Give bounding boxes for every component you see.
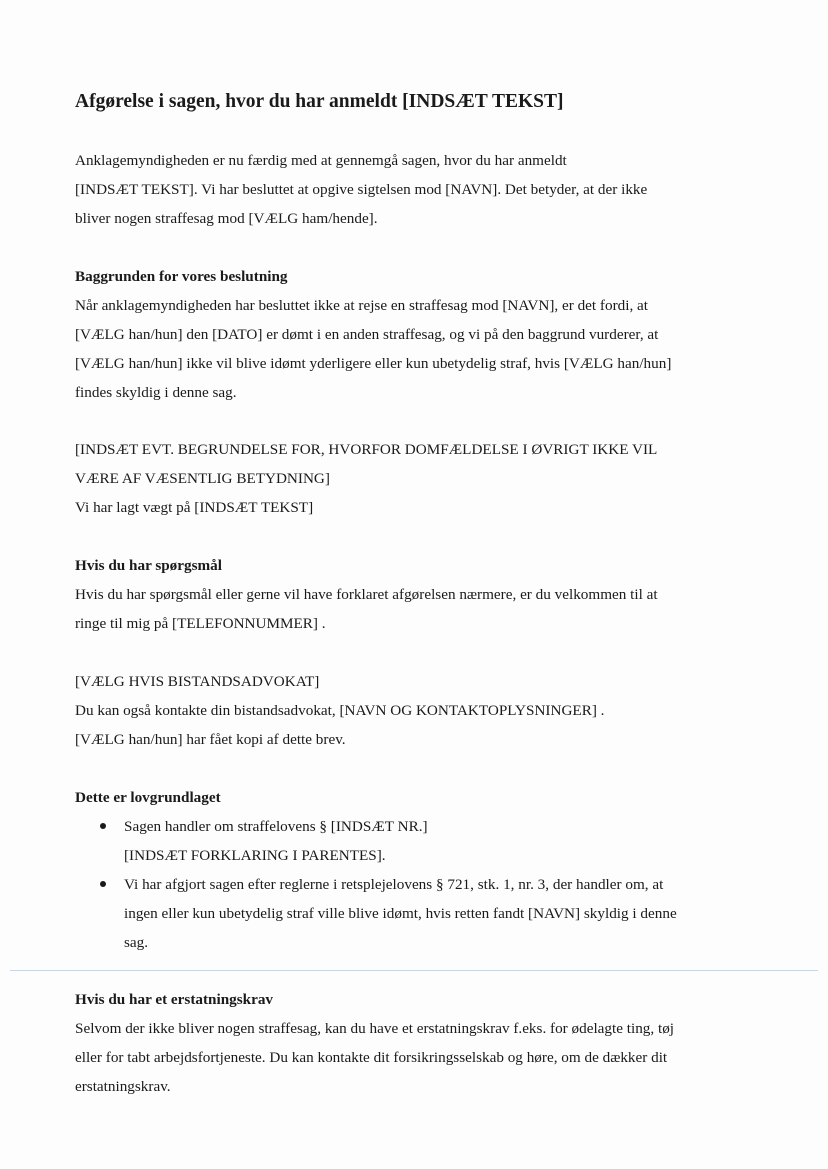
bullet-line: [INDSÆT FORKLARING I PARENTES]. xyxy=(124,847,386,864)
bullet-line: sag. xyxy=(124,934,149,951)
background-section xyxy=(75,262,755,407)
page-fold-divider xyxy=(10,970,818,971)
optional-line: VÆRE AF VÆSENTLIG BETYDNING] xyxy=(75,470,330,487)
intro-line: [INDSÆT TEKST]. Vi har besluttet at opgive sigtelsen mod [NAVN]. Det betyder, at der ikke xyxy=(75,181,648,198)
bullet-icon xyxy=(100,881,106,887)
advocate-line: [VÆLG HVIS BISTANDSADVOKAT] xyxy=(75,673,320,690)
legal-bullet-list xyxy=(75,812,755,957)
questions-section xyxy=(75,551,755,638)
compensation-line: Selvom der ikke bliver nogen straffesag, kan du have et erstatningskrav f.eks. for ødelagte ting, tøj xyxy=(75,1020,675,1037)
list-item xyxy=(75,812,755,870)
questions-heading: Hvis du har spørgsmål xyxy=(75,557,222,574)
compensation-section xyxy=(75,985,755,1101)
background-line: Når anklagemyndigheden har besluttet ikke at rejse en straffesag mod [NAVN], er det fordi, at xyxy=(75,297,648,314)
bullet-icon xyxy=(100,823,106,829)
intro-paragraph xyxy=(75,146,755,233)
compensation-line: eller for tabt arbejdsfortjeneste. Du kan kontakte dit forsikringsselskab og høre, om de dækker dit xyxy=(75,1049,668,1066)
intro-line: bliver nogen straffesag mod [VÆLG ham/hende]. xyxy=(75,210,378,227)
bullet-line: Sagen handler om straffelovens § [INDSÆT NR.] xyxy=(124,818,428,835)
bullet-line: Vi har afgjort sagen efter reglerne i retsplejelovens § 721, stk. 1, nr. 3, der handler om, at xyxy=(124,876,664,893)
list-item xyxy=(75,870,755,957)
intro-line: Anklagemyndigheden er nu færdig med at gennemgå sagen, hvor du har anmeldt xyxy=(75,152,567,169)
advocate-section xyxy=(75,667,755,754)
advocate-line: Du kan også kontakte din bistandsadvokat, [NAVN OG KONTAKTOPLYSNINGER] . xyxy=(75,702,605,719)
document-title: Afgørelse i sagen, hvor du har anmeldt [INDSÆT TEKST] xyxy=(75,91,564,112)
background-line: [VÆLG han/hun] den [DATO] er dømt i en anden straffesag, og vi på den baggrund vurderer, at xyxy=(75,326,659,343)
background-line: [VÆLG han/hun] ikke vil blive idømt yderligere eller kun ubetydelig straf, hvis [VÆLG han/hun] xyxy=(75,355,672,372)
optional-line: [INDSÆT EVT. BEGRUNDELSE FOR, HVORFOR DOMFÆLDELSE I ØVRIGT IKKE VIL xyxy=(75,441,658,458)
compensation-heading: Hvis du har et erstatningskrav xyxy=(75,991,274,1008)
questions-line: Hvis du har spørgsmål eller gerne vil have forklaret afgørelsen nærmere, er du velkommen til at xyxy=(75,586,658,603)
optional-line: Vi har lagt vægt på [INDSÆT TEKST] xyxy=(75,499,314,516)
bullet-line: ingen eller kun ubetydelig straf ville blive idømt, hvis retten fandt [NAVN] skyldig i denne xyxy=(124,905,677,922)
advocate-line: [VÆLG han/hun] har fået kopi af dette brev. xyxy=(75,731,346,748)
background-line: findes skyldig i denne sag. xyxy=(75,384,237,401)
questions-line: ringe til mig på [TELEFONNUMMER] . xyxy=(75,615,326,632)
legal-heading: Dette er lovgrundlaget xyxy=(75,789,221,806)
legal-heading-block xyxy=(75,783,755,812)
compensation-line: erstatningskrav. xyxy=(75,1078,171,1095)
background-heading: Baggrunden for vores beslutning xyxy=(75,268,288,285)
optional-reasoning-section xyxy=(75,435,755,522)
